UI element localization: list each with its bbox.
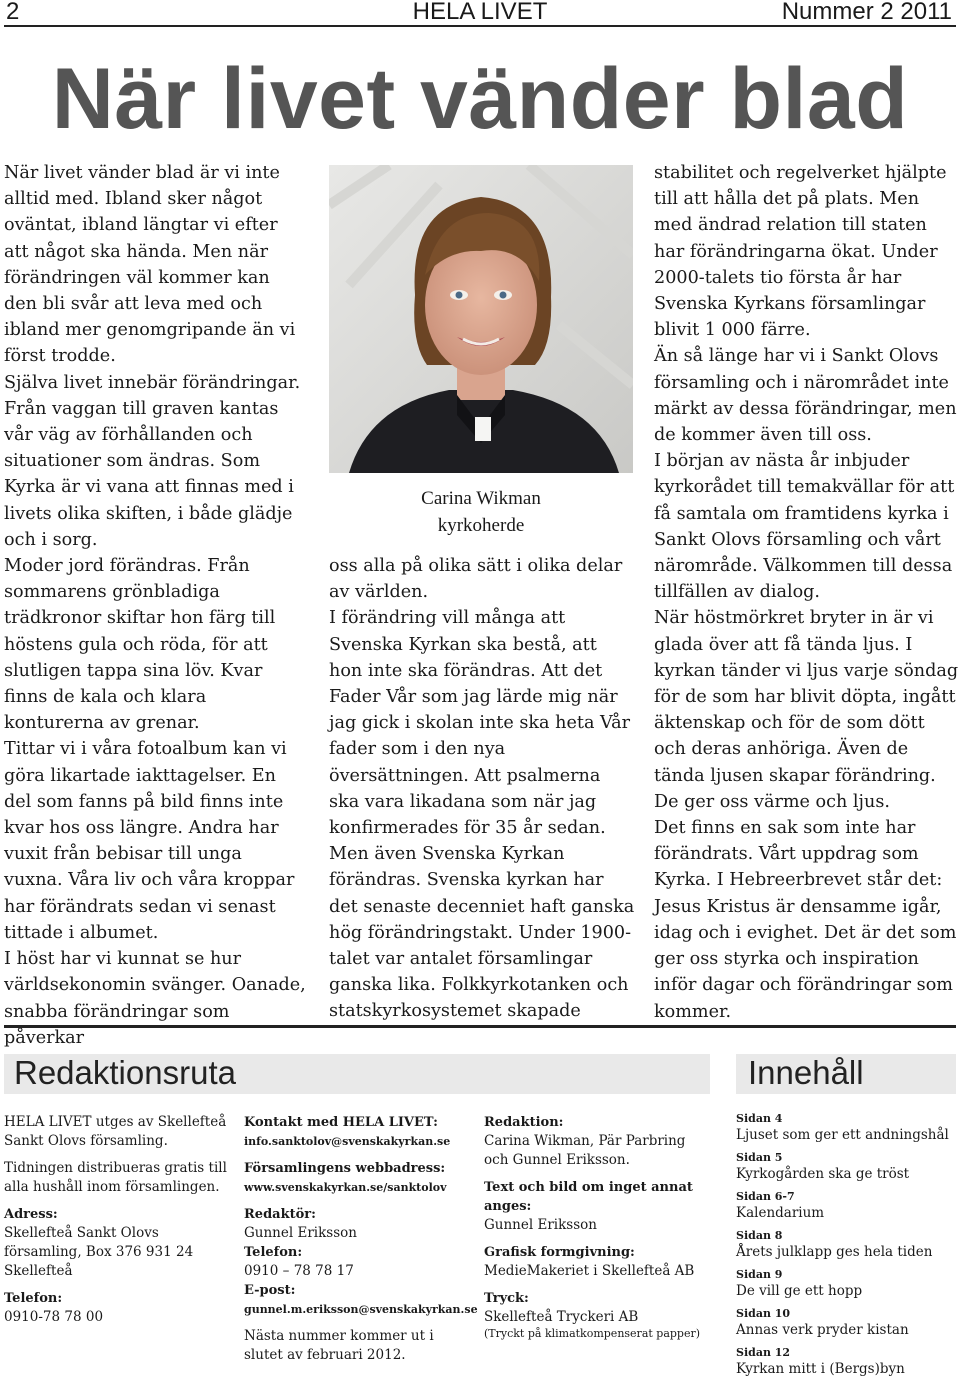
design-block [484, 1243, 710, 1281]
editorial-label: Redaktion: [484, 1115, 564, 1130]
toc-title: Kyrkan mitt i (Bergs)byn [736, 1361, 905, 1377]
imprint-column-3 [484, 1113, 710, 1349]
toc-page: Sidan 10 [736, 1307, 791, 1320]
print-note: (Tryckt på klimatkompenserat papper) [484, 1327, 701, 1340]
article-column-3 [654, 160, 960, 1025]
redaktionsruta-heading: Redaktionsruta [14, 1054, 236, 1091]
magazine-name: HELA LIVET [412, 0, 548, 25]
imprint-address [4, 1205, 230, 1281]
editor-label: Redaktör: [244, 1207, 316, 1222]
caption-name: Carina Wikman [421, 488, 541, 509]
article-column-1 [4, 160, 306, 1051]
contact-email[interactable]: info.sanktolov@svenskakyrkan.se [244, 1135, 451, 1148]
credit-value: Gunnel Eriksson [484, 1217, 597, 1233]
email-label: E-post: [244, 1283, 296, 1298]
toc-title: Årets julklapp ges hela tiden [736, 1244, 933, 1260]
paragraph: Tittar vi i våra fotoalbum kan vi göra likartade iakttagelser. En del som fanns på bild finns inte kvar hos oss längre. Andra har vuxit från bebisar till unga vuxna. Våra liv och våra kroppar har förändrats sedan vi senast tittade i albumet. [4, 739, 295, 943]
toc-title: Annas verk pryder kistan [736, 1322, 909, 1338]
portrait-photo [329, 165, 633, 473]
toc-item[interactable] [736, 1190, 960, 1223]
paragraph: Det finns en sak som inte har förändrats. Vårt uppdrag som Kyrka. I Hebreerbrevet står det: Jesus Kristus är densamme igår, idag och i evighet. Det är det som ger oss styrka och inspiration inför dagar och förändringar som kommer. [654, 818, 957, 1022]
paragraph: I början av nästa år inbjuder kyrkorådet till temakvällar för att få samtala om framtidens kyrka i Sankt Olovs församling och vårt närområde. Välkommen till dessa tillfällen av dialog. [654, 451, 955, 603]
editorial-value: Carina Wikman, Pär Parbring och Gunnel Eriksson. [484, 1133, 686, 1168]
toc-page: Sidan 9 [736, 1268, 783, 1281]
tel-label: Telefon: [244, 1245, 303, 1260]
toc-title: Kyrkogården ska ge tröst [736, 1166, 910, 1182]
print-block [484, 1289, 710, 1341]
print-label: Tryck: [484, 1291, 529, 1306]
toc-title: Ljuset som ger ett andningshål [736, 1127, 949, 1143]
imprint-phone [4, 1289, 230, 1327]
toc-page: Sidan 5 [736, 1151, 783, 1164]
paragraph: Själva livet innebär förändringar. Från vaggan till graven kantas vår väg av förhållanden och situationer som ändras. Som Kyrka är vi vana att finnas med i livets olika skiften, i både glädje och i sorg. [4, 372, 301, 550]
paragraph: oss alla på olika sätt i olika delar av världen. [329, 556, 623, 603]
toc-page: Sidan 8 [736, 1229, 783, 1242]
web-block [244, 1159, 470, 1197]
paragraph: När livet vänder blad är vi inte alltid med. Ibland sker något oväntat, ibland längtar vi efter att något ska hända. Men när förändringen väl kommer kan den bli svår att leva med och ibland mer genomgripande än vi först trodde. [4, 163, 296, 367]
phone-value: 0910-78 78 00 [4, 1309, 104, 1325]
tel-value: 0910 – 78 78 17 [244, 1263, 354, 1279]
web-label: Församlingens webbadress: [244, 1161, 446, 1176]
photo-caption [329, 485, 633, 539]
email-value[interactable]: gunnel.m.eriksson@svenskakyrkan.se [244, 1303, 478, 1316]
credit-block [484, 1178, 710, 1235]
editorial-block [484, 1113, 710, 1170]
toc-item[interactable] [736, 1112, 960, 1145]
paragraph: I förändring vill många att Svenska Kyrkan ska bestå, att hon inte ska förändras. Att det Fader Vår som jag lärde mig när jag gick i skolan inte ska heta Vår fader som i den nya översättningen. Att psalmerna ska vara likadana som när jag konfirmerades för 35 år sedan. Men även Svenska Kyrkan förändras. Svenska kyrkan har det senaste decenniet haft ganska hög förändringstakt. Under 1900-talet var antalet församlingar ganska lika. Folkkyrkotanken och statskyrkosystemet skapade [329, 608, 635, 1022]
toc-title: Kalendarium [736, 1205, 825, 1221]
paragraph: När höstmörkret bryter in är vi glada över att få tända ljus. I kyrkan tänder vi ljus varje söndag för de som har blivit döpta, ingått äktenskap och för de som dött och deras anhöriga. Även de tända ljusen skapar förändring. De ger oss värme och ljus. [654, 608, 959, 812]
paragraph: stabilitet och regelverket hjälpte till att hålla det på plats. Men med ändrad relation till staten har förändringarna ökat. Under 2000-talets tio första år har Svenska Kyrkans församlingar blivit 1 000 färre. [654, 163, 947, 341]
toc-item[interactable] [736, 1151, 960, 1184]
article-column-2 [329, 553, 635, 1025]
paragraph: I höst har vi kunnat se hur världsekonomin svänger. Oanade, snabba förändringar som påverkar [4, 949, 306, 1048]
toc-item[interactable] [736, 1229, 960, 1262]
editor-block [244, 1205, 478, 1319]
credit-label: Text och bild om inget annat anges: [484, 1180, 693, 1214]
header-rule [4, 25, 956, 27]
toc-item[interactable] [736, 1268, 960, 1301]
toc-title: De vill ge ett hopp [736, 1283, 863, 1299]
design-value: MedieMakeriet i Skellefteå AB [484, 1263, 695, 1279]
table-of-contents [736, 1112, 960, 1385]
toc-page: Sidan 6-7 [736, 1190, 795, 1203]
toc-item[interactable] [736, 1307, 960, 1340]
imprint-column-2 [244, 1113, 478, 1373]
imprint-column-1 [4, 1113, 230, 1335]
portrait-illustration [329, 165, 633, 473]
page-number: 2 [6, 0, 20, 25]
address-label: Adress: [4, 1207, 58, 1222]
next-issue: Nästa nummer kommer ut i slutet av februari 2012. [244, 1328, 434, 1363]
web-link[interactable]: www.svenskakyrkan.se/sanktolov [244, 1181, 447, 1194]
caption-role: kyrkoherde [437, 515, 525, 536]
paragraph: Moder jord förändras. Från sommarens grönbladiga trädkronor skiftar hon färg till höstens gula och röda, för att slutligen tappa sina löv. Kvar finns de kala och klara konturerna av grenar. [4, 556, 276, 734]
design-label: Grafisk formgivning: [484, 1245, 635, 1260]
section-divider [4, 1025, 956, 1028]
toc-page: Sidan 12 [736, 1346, 791, 1359]
address-value: Skellefteå Sankt Olovs församling, Box 376 931 24 Skellefteå [4, 1225, 194, 1279]
print-value: Skellefteå Tryckeri AB [484, 1309, 639, 1325]
editor-value: Gunnel Eriksson [244, 1225, 357, 1241]
article-title: När livet vänder blad [51, 51, 909, 147]
phone-label: Telefon: [4, 1291, 63, 1306]
innehall-heading: Innehåll [748, 1054, 864, 1091]
paragraph: Än så länge har vi i Sankt Olovs församling och i närområdet inte märkt av dessa förändringar, men de kommer även till oss. [654, 346, 957, 446]
issue-label: Nummer 2 2011 [781, 0, 952, 25]
imprint-intro: HELA LIVET utges av Skellefteå Sankt Olovs församling. [4, 1114, 227, 1149]
contact-block [244, 1113, 470, 1151]
imprint-distribution: Tidningen distribueras gratis till alla hushåll inom församlingen. [4, 1160, 227, 1195]
toc-page: Sidan 4 [736, 1112, 783, 1125]
toc-item[interactable] [736, 1346, 960, 1379]
contact-label: Kontakt med HELA LIVET: [244, 1115, 438, 1130]
